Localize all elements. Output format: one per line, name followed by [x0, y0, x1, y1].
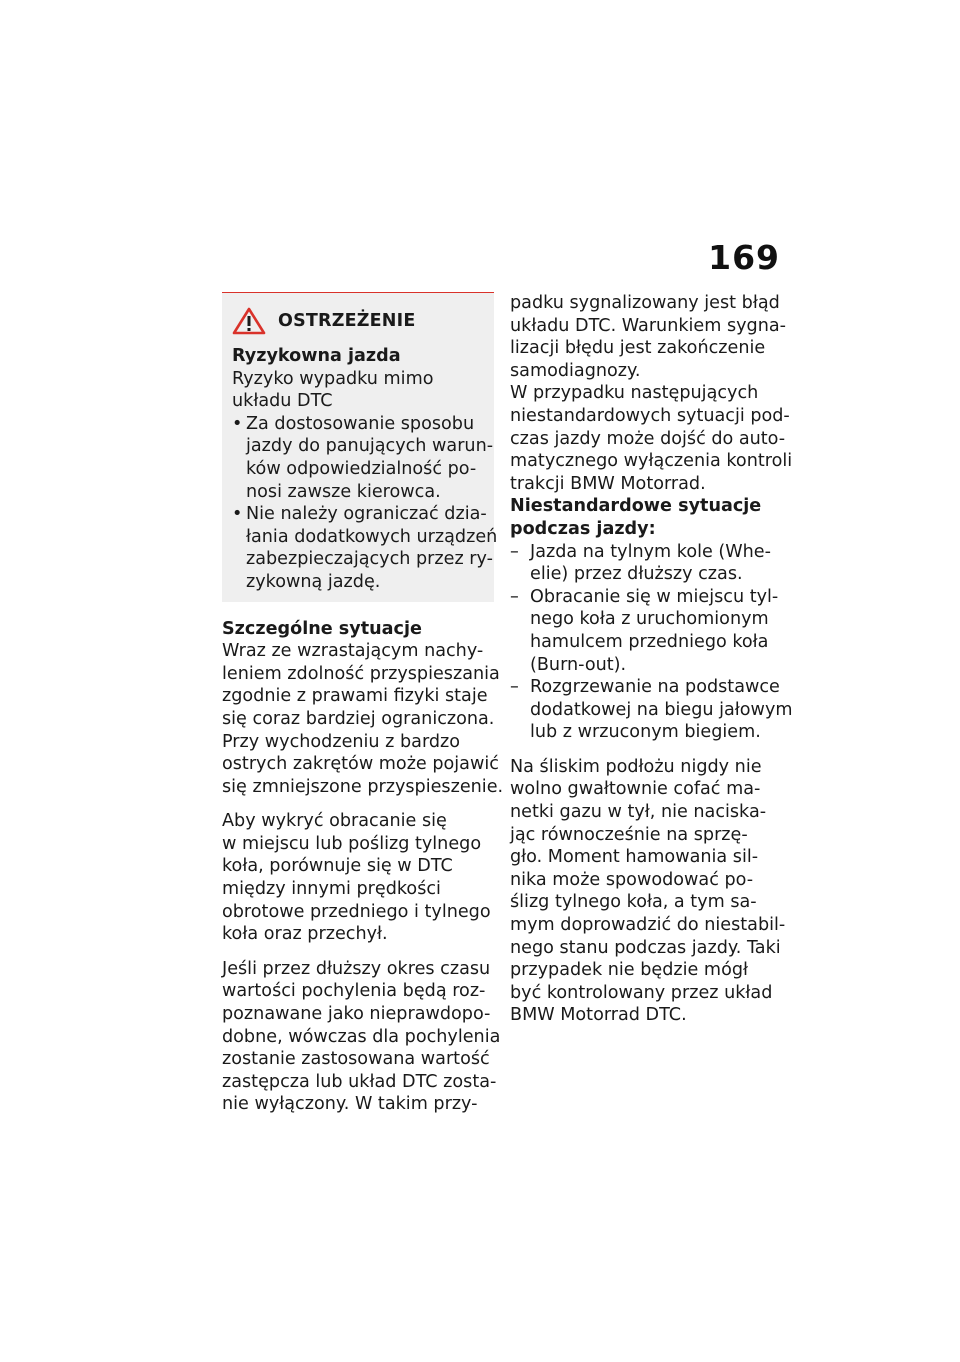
- text-line: Przy wychodzeniu z bardzo: [222, 731, 461, 752]
- text-line: układu DTC. Warunkiem sygna-: [510, 315, 787, 336]
- text-line: niestandardowych sytuacji pod-: [510, 405, 790, 426]
- list-heading: [510, 495, 782, 540]
- paragraph: [222, 958, 501, 1116]
- bullet-item: [232, 413, 494, 503]
- left-column: [222, 292, 504, 1128]
- text-line: mym doprowadzić do niestabil-: [510, 915, 786, 936]
- text-line: dodatkowej na biegu jałowym: [530, 699, 793, 720]
- text-line: w miejscu lub poślizg tylnego: [222, 833, 482, 854]
- text-line: elie) przez dłuższy czas.: [530, 564, 743, 585]
- right-column: [510, 292, 793, 1027]
- text-line: Niestandardowe sytuacje: [510, 496, 762, 517]
- text-line: nosi zawsze kierowca.: [246, 481, 441, 502]
- warning-heading: Ryzykowna jazda: [232, 346, 401, 366]
- dash-marker: –: [510, 586, 519, 607]
- warning-triangle-icon: [232, 307, 266, 335]
- text-line: matycznego wyłączenia kontroli: [510, 451, 793, 472]
- text-line: nie wyłączony. W takim przy-: [222, 1094, 478, 1115]
- text-line: gło. Moment hamowania sil-: [510, 847, 759, 868]
- text-line: Obracanie się w miejscu tyl-: [530, 586, 779, 607]
- list-item: [510, 586, 782, 676]
- text-line: być kontrolowany przez układ: [510, 982, 773, 1003]
- text-line: nego stanu podczas jazdy. Taki: [510, 937, 781, 958]
- text-line: BMW Motorrad DTC.: [510, 1005, 687, 1026]
- text-line: ostrych zakrętów może pojawić: [222, 754, 499, 775]
- paragraph: [510, 756, 786, 1027]
- text-line: zgodnie z prawami fizyki staje: [222, 686, 488, 707]
- text-line: ślizg tylnego koła, a tym sa-: [510, 892, 757, 913]
- text-line: obrotowe przedniego i tylnego: [222, 901, 491, 922]
- text-line: zykowną jazdę.: [246, 571, 381, 592]
- dash-marker: –: [510, 677, 519, 698]
- paragraph: [222, 810, 494, 946]
- text-line: Za dostosowanie sposobu: [246, 413, 475, 434]
- dash-list: [510, 541, 793, 744]
- text-line: (Burn-out).: [530, 654, 627, 675]
- text-line: podczas jazdy:: [510, 518, 656, 539]
- text-line: W przypadku następujących: [510, 383, 759, 404]
- text-line: nika może spowodować po-: [510, 869, 754, 890]
- text-line: koła, porównuje się w DTC: [222, 856, 453, 877]
- text-line: Jazda na tylnym kole (Whe-: [530, 541, 771, 562]
- text-line: zabezpieczających przez ry-: [246, 549, 493, 570]
- warning-box: [222, 292, 498, 602]
- text-line: wolno gwałtownie cofać ma-: [510, 779, 761, 800]
- text-line: nego koła z uruchomionym: [530, 609, 769, 630]
- text-line: zostanie zastosowana wartość: [222, 1049, 490, 1070]
- text-line: koła oraz przechył.: [222, 924, 388, 945]
- paragraph: [222, 640, 504, 798]
- section-heading: Szczególne sytuacje: [222, 618, 422, 639]
- text-line: układu DTC: [232, 391, 333, 412]
- text-line: Wraz ze wzrastającym nachy-: [222, 641, 484, 662]
- text-line: Aby wykryć obracanie się: [222, 811, 447, 832]
- page-number: 169: [708, 238, 780, 277]
- warning-bullets: [232, 413, 498, 594]
- text-line: łania dodatkowych urządzeń: [246, 526, 498, 547]
- bullet-marker: •: [232, 413, 243, 434]
- text-line: lizacji błędu jest zakończenie: [510, 338, 766, 359]
- list-item: [510, 541, 782, 586]
- text-line: Na śliskim podłożu nigdy nie: [510, 756, 762, 777]
- text-line: samodiagnozy.: [510, 360, 641, 381]
- text-line: się coraz bardziej ograniczona.: [222, 708, 495, 729]
- text-line: leniem zdolność przyspieszania: [222, 663, 500, 684]
- text-line: między innymi prędkości: [222, 879, 441, 900]
- text-line: ków odpowiedzialność po-: [246, 458, 477, 479]
- list-item: [510, 676, 793, 744]
- text-line: zastępcza lub układ DTC zosta-: [222, 1071, 497, 1092]
- text-line: trakcji BMW Motorrad.: [510, 473, 706, 494]
- text-line: wartości pochylenia będą roz-: [222, 981, 486, 1002]
- text-line: hamulcem przedniego koła: [530, 631, 769, 652]
- text-line: poznawane jako nieprawdopo-: [222, 1004, 491, 1025]
- text-line: dobne, wówczas dla pochylenia: [222, 1026, 501, 1047]
- text-line: Nie należy ograniczać dzia-: [246, 504, 487, 525]
- text-line: Ryzyko wypadku mimo: [232, 368, 434, 389]
- text-line: netki gazu w tył, nie naciska-: [510, 802, 767, 823]
- text-line: jazdy do panujących warun-: [246, 436, 494, 457]
- bullet-marker: •: [232, 504, 243, 525]
- text-line: przypadek nie będzie mógł: [510, 960, 748, 981]
- warning-header: [232, 307, 484, 335]
- text-line: lub z wrzuconym biegiem.: [530, 722, 761, 743]
- dash-marker: –: [510, 541, 519, 562]
- text-line: czas jazdy może dojść do auto-: [510, 428, 786, 449]
- text-line: Rozgrzewanie na podstawce: [530, 677, 780, 698]
- text-line: padku sygnalizowany jest błąd: [510, 293, 780, 313]
- warning-title: OSTRZEŻENIE: [278, 310, 416, 331]
- bullet-item: [232, 503, 498, 593]
- warning-intro: [232, 368, 484, 413]
- paragraph: [510, 292, 793, 495]
- text-line: jąc równocześnie na sprzę-: [510, 824, 748, 845]
- text-line: Jeśli przez dłuższy okres czasu: [222, 958, 491, 979]
- text-line: się zmniejszone przyspieszenie.: [222, 776, 504, 797]
